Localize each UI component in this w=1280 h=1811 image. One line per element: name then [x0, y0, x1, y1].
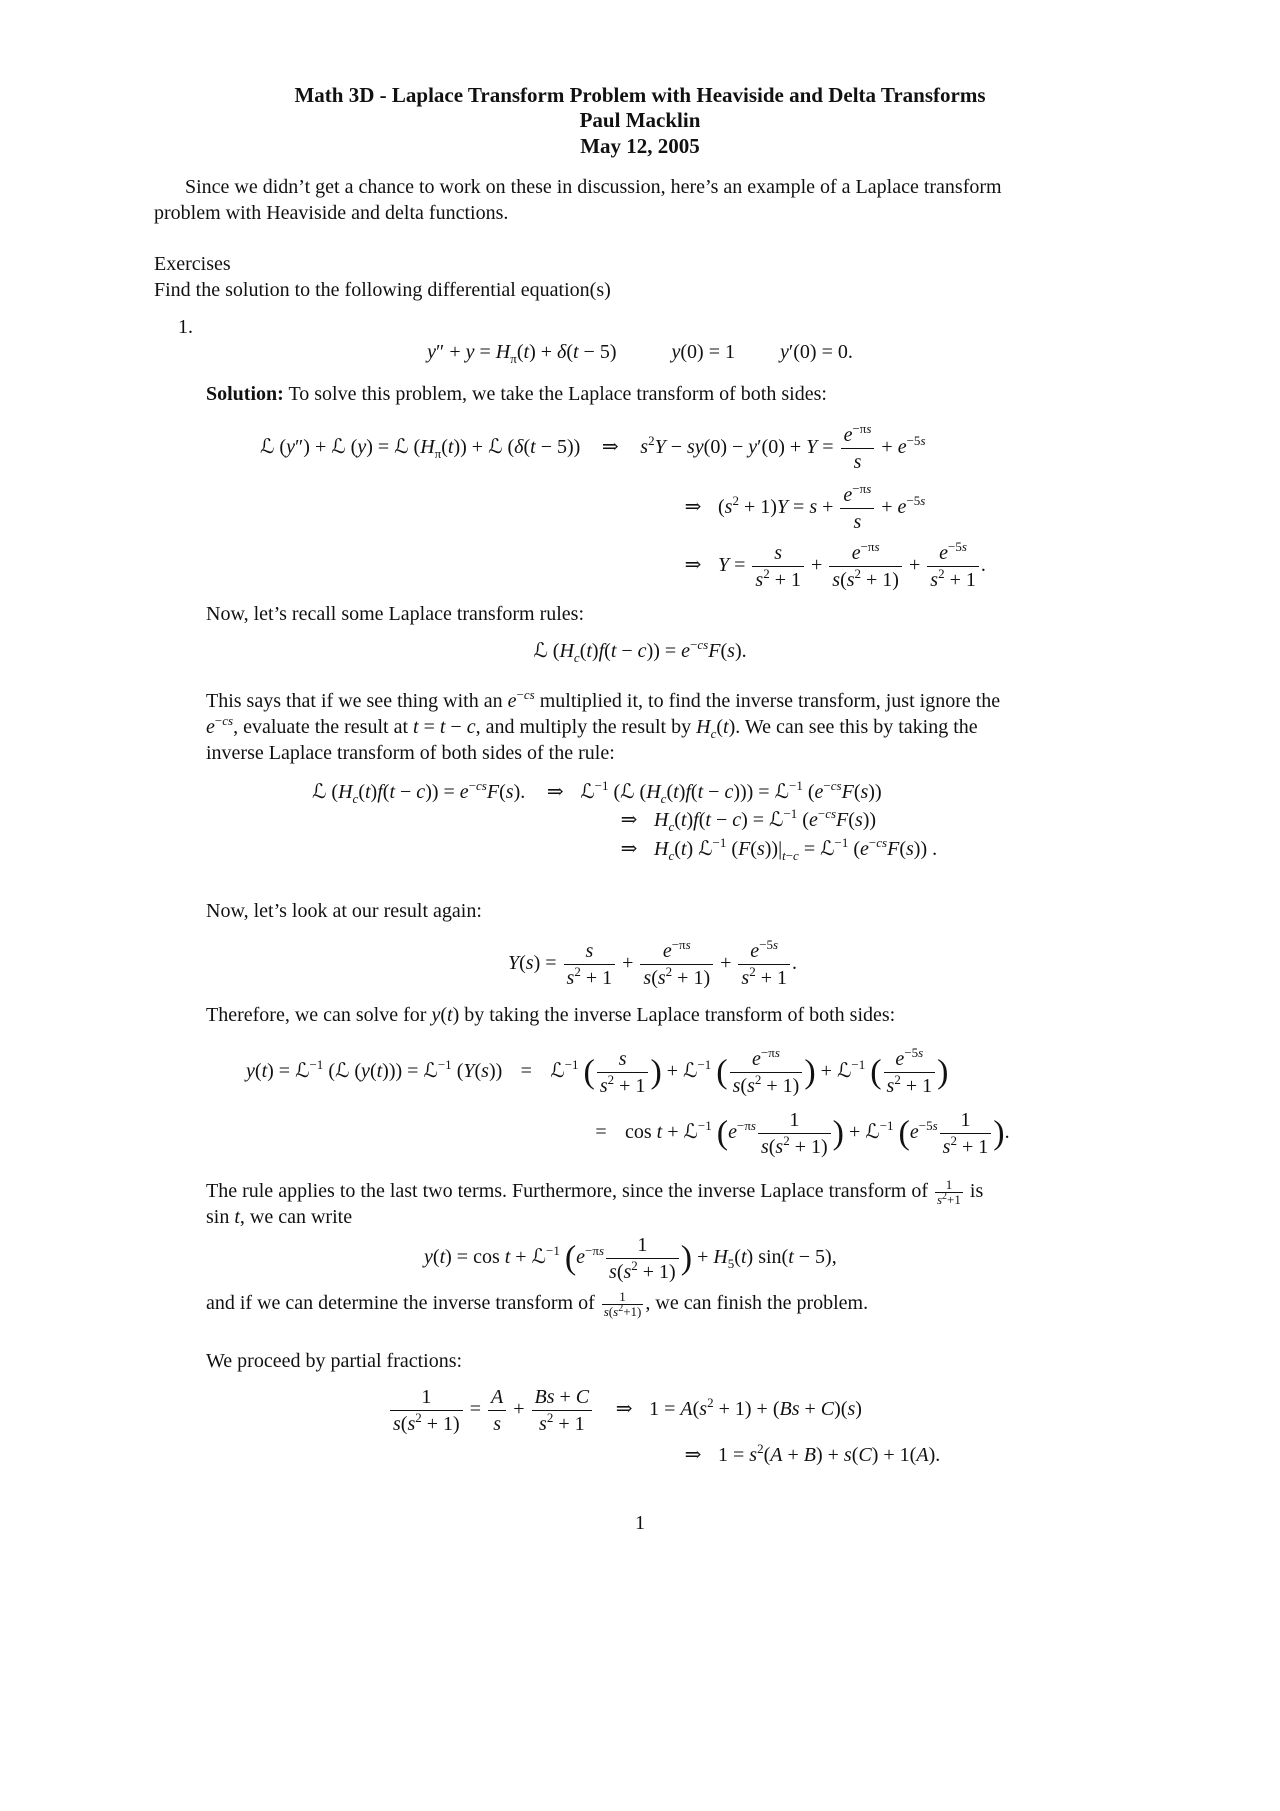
solution-intro: [206, 381, 827, 407]
we-can-write-text: , we can write: [239, 1206, 353, 1228]
inverse-rule-step-3: ⇒ $H_c(t)$ ℒ$^{-1}$ $(F(s))|_{t-c}$ = ℒ$^{-1}$ $(e^{-cs}F(s))$ .: [620, 835, 938, 863]
partial-fraction-step-2: ⇒ $1 = s^2(A + B) + s(C) + 1(A)$.: [684, 1441, 941, 1466]
explain-text-1: multiplied it, to find the inverse transform, just ignore the: [539, 690, 1001, 712]
document-title: Math 3D - Laplace Transform Problem with Heaviside and Delta Transforms: [294, 83, 986, 107]
item-number: 1.: [178, 316, 193, 338]
sin-line: sin t, we can write: [206, 1206, 353, 1228]
determine-line: and if we can determine the inverse transform of $\frac{1}{s(s^2+1)}$ , we can finish the problem.: [206, 1289, 869, 1319]
explain-line-3: inverse Laplace transform of both sides of the rule:: [206, 742, 615, 764]
explain-text-4: . We can see this by taking the: [735, 716, 978, 738]
partial-text: We proceed by partial fractions:: [206, 1350, 463, 1372]
transform-step-2: ⇒ $(s^2 + 1)Y = s$ + $\frac{e^{-\pi s}}{s}$ + $e^{-5s}$: [684, 481, 926, 533]
look-again-text: Now, let’s look at our result again:: [206, 900, 482, 922]
determine-text: and if we can determine the inverse transform of: [206, 1292, 595, 1315]
intro-line-2: problem with Heaviside and delta functions.: [154, 202, 509, 224]
result-Y: Y(s) = $\frac{s}{s^2 + 1}$ + $\frac{e^{-\pi s}}{s(s^2 + 1)}$ + $\frac{e^{-5s}}{s^2 + 1}$ .: [508, 937, 797, 989]
explain-line-2: $e^{-cs}$, evaluate the result at t = t − c, and multiply the result by $H_c(t)$. We can see this by taking the: [206, 713, 978, 741]
explain-text-2: , evaluate the result at: [233, 716, 408, 738]
inverse-rule-step-2: ⇒ $H_c(t)f(t - c)$ = ℒ$^{-1}$ $(e^{-cs}F(s))$: [620, 806, 877, 834]
partial-fraction-step-1: $\frac{1}{s(s^2 + 1)}$ = $\frac{A}{s}$ + $\frac{Bs + C}{s^2 + 1}$ ⇒ $1 = A(s^2 + 1) + (Bs + C)(s)$: [388, 1384, 862, 1437]
exercises-instruction: Find the solution to the following differential equation(s): [154, 279, 611, 301]
author: Paul Macklin: [579, 108, 701, 132]
exercises-heading: Exercises: [154, 253, 231, 275]
differential-equation: $y'' + y = H_\pi(t) + \delta(t - 5) y(0) = 1$ y′(0) = 0.: [427, 341, 853, 366]
yt-step-1: y(t) = ℒ$^{-1}$ (ℒ (y(t))) = ℒ$^{-1}$ (Y(s)) = ℒ$^{-1}$ ( $\frac{s}{s^2 + 1}$ ) + ℒ$^{-1}$ ( $\frac{e^{-\pi s}}{s(s^2 + 1)}$ ) + ℒ$^{-1}$ ( $\frac{e^{-5s}}{s^2 + 1}$ ): [246, 1045, 949, 1097]
yt-step-2: = cos t + ℒ$^{-1}$ ($e^{-\pi s}$ $\frac{1}{s(s^2 + 1)}$ ) + ℒ$^{-1}$ ($e^{-5s}$ $\frac{1}{s^2 + 1}$ ).: [595, 1109, 1010, 1158]
rule-applies-text: The rule applies to the last two terms. Furthermore, since the inverse Laplace transform of: [206, 1180, 928, 1203]
solution-label: Solution:: [206, 383, 284, 405]
recall-text: Now, let’s recall some Laplace transform rules:: [206, 603, 585, 625]
finish-text: , we can finish the problem.: [645, 1292, 869, 1315]
therefore-line: Therefore, we can solve for y(t) by taking the inverse Laplace transform of both sides:: [206, 1004, 896, 1026]
shift-rule: ℒ $(H_c(t)f(t - c)) = e^{-cs}F(s)$.: [533, 637, 747, 665]
transform-step-1: ℒ (y″) + ℒ (y) = ℒ $(H_\pi(t))$ + ℒ (δ(t − 5)) ⇒ $s^2Y - sy(0) - y'(0) + Y$ = $\frac{e^{-\pi s}}{s}$ + $e^{-5s}$: [260, 421, 926, 473]
page-number: 1: [635, 1512, 645, 1534]
explain-line-1: This says that if we see thing with an $e^{-cs}$ multiplied it, to find the inverse transform, just ignore the: [206, 687, 1001, 712]
yt-partial-result: y(t) = cos t + ℒ$^{-1}$ ($e^{-\pi s}$ $\frac{1}{s(s^2 + 1)}$ ) + $H_5(t) \sin(t - 5)$,: [424, 1234, 837, 1283]
intro-line-1: Since we didn’t get a chance to work on these in discussion, here’s an example of a Laplace transform: [185, 176, 1002, 198]
therefore-text: by taking the inverse Laplace transform of both sides:: [464, 1004, 896, 1026]
solution-intro-text: To solve this problem, we take the Laplace transform of both sides:: [288, 383, 827, 405]
date: May 12, 2005: [580, 134, 700, 158]
explain-text-3: , and multiply the result by: [475, 716, 692, 738]
transform-step-3: ⇒ Y = $\frac{s}{s^2 + 1}$ + $\frac{e^{-\pi s}}{s(s^2 + 1)}$ + $\frac{e^{-5s}}{s^2 + 1}$ .: [684, 539, 986, 591]
rule-applies-line: The rule applies to the last two terms. Furthermore, since the inverse Laplace transform of $\frac{1}{s^2+1}$ is: [206, 1177, 984, 1207]
inverse-rule-step-1: ℒ $(H_c(t)f(t - c)) = e^{-cs}F(s)$. ⇒ ℒ$^{-1}$ (ℒ $(H_c(t)f(t - c))$) = ℒ$^{-1}$ $(e^{-cs}F(s))$: [312, 778, 882, 806]
